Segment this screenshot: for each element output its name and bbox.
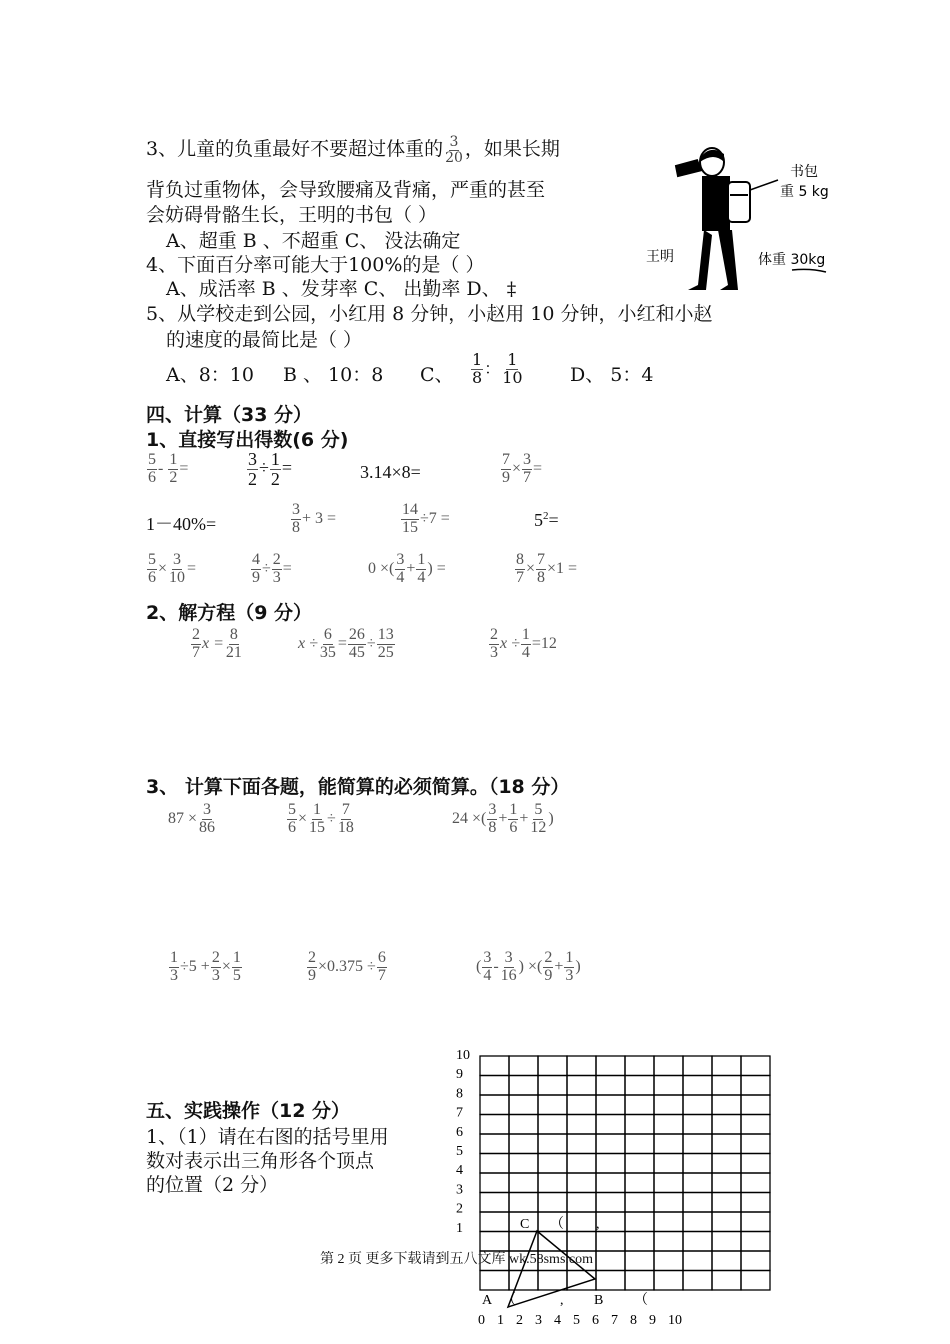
grid-cell (480, 1076, 509, 1096)
grid-cell (538, 1115, 567, 1135)
grid-cell (712, 1251, 741, 1271)
calc-2: $\frac{5}{6}$ × $\frac{1}{15}$ ÷ $\frac{7}{18}$ (288, 801, 354, 836)
grid-cell (625, 1134, 654, 1154)
grid-x-label: 5 (573, 1313, 580, 1328)
q5-option-c-ratio: $\frac{1}{8}$ ： $\frac{1}{10}$ (472, 350, 523, 387)
direct-r3-b: $\frac{4}{9}$ ÷ $\frac{2}{3}$ = (252, 551, 292, 586)
grid-cell (480, 1134, 509, 1154)
vertex-c-comma: , (596, 1217, 600, 1232)
direct-r3-c: 0 ×( $\frac{3}{4}$ + $\frac{1}{4}$ ) = (368, 551, 446, 586)
grid-cell (625, 1095, 654, 1115)
grid-x-label: 1 (497, 1313, 504, 1328)
grid-cell (741, 1193, 770, 1213)
grid-cell (596, 1271, 625, 1291)
grid-cell (654, 1095, 683, 1115)
section4-sub3: 3、 计算下面各题，能简算的必须简算。（18 分） (146, 776, 570, 798)
grid-cell (683, 1134, 712, 1154)
grid-cell (538, 1154, 567, 1174)
grid-cell (683, 1056, 712, 1076)
equation-1: $\frac{2}{7}$ x = $\frac{8}{21}$ (192, 626, 242, 661)
page-footer: 第 2 页 更多下载请到五八文库 wk.58sms.com (320, 1252, 593, 1267)
q3-line1: 3、儿童的负重最好不要超过体重的 $\frac{3}{20}$ ，如果长期 (146, 133, 560, 166)
direct-r3-a: $\frac{5}{6}$ × $\frac{3}{10}$ = (148, 551, 197, 586)
grid-cell (596, 1232, 625, 1252)
grid-cell (596, 1193, 625, 1213)
grid-cell (596, 1056, 625, 1076)
grid-cell (509, 1193, 538, 1213)
grid-cell (538, 1095, 567, 1115)
grid-cell (625, 1115, 654, 1135)
grid-cell (654, 1212, 683, 1232)
grid-x-label: 0 (478, 1313, 485, 1328)
grid-cell (683, 1232, 712, 1252)
grid-cell (712, 1232, 741, 1252)
direct-r2-c: $\frac{14}{15}$ ÷7 = (402, 501, 450, 536)
calc-1: 87 × $\frac{3}{86}$ (168, 801, 216, 836)
grid-x-label: 8 (630, 1313, 637, 1328)
section5-title: 五、实践操作（12 分） (146, 1100, 351, 1122)
grid-cell (596, 1251, 625, 1271)
grid-cell (654, 1115, 683, 1135)
grid-cell (654, 1271, 683, 1291)
coordinate-grid (450, 1044, 780, 1334)
grid-cell (509, 1095, 538, 1115)
direct-r1-a: $\frac{5}{6}$ - $\frac{1}{2}$ = (148, 451, 189, 486)
grid-cell (654, 1056, 683, 1076)
grid-cell (596, 1154, 625, 1174)
grid-cell (538, 1134, 567, 1154)
section4-title: 四、计算（33 分） (146, 404, 313, 426)
q3-fraction: $\frac{3}{20}$ (445, 133, 463, 166)
grid-x-label: 4 (554, 1313, 561, 1328)
grid-cell (509, 1173, 538, 1193)
grid-cell (712, 1056, 741, 1076)
grid-cell (625, 1076, 654, 1096)
name-label: 王明 (646, 249, 674, 265)
grid-x-label: 10 (668, 1313, 682, 1328)
grid-cell (712, 1115, 741, 1135)
grid-y-label: 1 (456, 1220, 463, 1236)
grid-cell (654, 1154, 683, 1174)
grid-cell (567, 1076, 596, 1096)
grid-y-labels (456, 1048, 470, 1236)
grid-y-label: 4 (456, 1163, 463, 1179)
grid-y-label: 5 (456, 1144, 463, 1159)
grid-cell (509, 1076, 538, 1096)
grid-cell (509, 1134, 538, 1154)
grid-cell (625, 1154, 654, 1174)
grid-cell (625, 1193, 654, 1213)
grid-cell (567, 1154, 596, 1174)
grid-cell (741, 1154, 770, 1174)
direct-r2-b: $\frac{3}{8}$ + 3 = (292, 501, 337, 536)
grid-cell (509, 1271, 538, 1291)
grid-cell (625, 1212, 654, 1232)
grid-cell (538, 1173, 567, 1193)
grid-cell (567, 1173, 596, 1193)
grid-cell (712, 1076, 741, 1096)
grid-cell (596, 1095, 625, 1115)
grid-cell (567, 1134, 596, 1154)
grid-y-label: 8 (456, 1086, 463, 1102)
grid-cell (567, 1212, 596, 1232)
grid-cell (741, 1271, 770, 1291)
vertex-label-c: C (520, 1217, 530, 1232)
grid-cell (480, 1212, 509, 1232)
grid-cell (567, 1056, 596, 1076)
grid-cell (509, 1154, 538, 1174)
grid-x-labels (478, 1313, 682, 1328)
q5-line2: 的速度的最简比是（ ） (166, 329, 363, 351)
grid-cell (480, 1173, 509, 1193)
grid-cell (480, 1115, 509, 1135)
bag-label-1: 书包 (790, 164, 818, 180)
direct-r1-c: 3.14×8= (360, 462, 421, 482)
grid-cell (683, 1193, 712, 1213)
direct-r2-a: 1－40%= (146, 514, 217, 534)
q5-option-c: C、 (420, 364, 454, 386)
vertex-label-a: A (482, 1293, 493, 1308)
grid-cell (654, 1076, 683, 1096)
grid-cell (625, 1232, 654, 1252)
vertex-a-comma: , (560, 1293, 564, 1308)
grid-cell (741, 1076, 770, 1096)
direct-r2-d: $5^2=$ (534, 510, 559, 530)
grid-cell (741, 1173, 770, 1193)
grid-cell (683, 1251, 712, 1271)
grid-x-label: 6 (592, 1313, 599, 1328)
grid-cell (741, 1251, 770, 1271)
grid-cell (480, 1193, 509, 1213)
grid-x-label: 7 (611, 1313, 618, 1328)
grid-cell (683, 1271, 712, 1291)
grid-cell (596, 1134, 625, 1154)
grid-cell (625, 1056, 654, 1076)
q5-option-d: D、 5：4 (570, 364, 654, 386)
grid-cell (741, 1056, 770, 1076)
grid-cell (625, 1251, 654, 1271)
grid-cell (596, 1212, 625, 1232)
section5-line2: 数对表示出三角形各个顶点 (146, 1150, 375, 1172)
grid-cell (538, 1056, 567, 1076)
grid-cell (741, 1232, 770, 1252)
section4-sub2: 2、解方程（9 分） (146, 602, 313, 624)
grid-cell (741, 1095, 770, 1115)
q4-options: A、成活率 B 、发芽率 C、 出勤率 D、 ‡ (166, 278, 517, 300)
grid-cell (712, 1212, 741, 1232)
calc-4: $\frac{1}{3}$ ÷5 + $\frac{2}{3}$ × $\frac{1}{5}$ (170, 949, 241, 984)
q3-line3: 会妨碍骨骼生长，王明的书包（ ） (146, 204, 438, 226)
grid-cell (625, 1173, 654, 1193)
grid-cell (683, 1076, 712, 1096)
weight-label: 体重 30kg (758, 252, 826, 268)
grid-y-label: 7 (456, 1105, 463, 1121)
grid-cell (654, 1134, 683, 1154)
grid-cell (596, 1115, 625, 1135)
grid-cell (509, 1056, 538, 1076)
grid-cell (480, 1056, 509, 1076)
vertex-label-b: B (594, 1293, 604, 1308)
grid-cell (712, 1134, 741, 1154)
grid-cell (480, 1154, 509, 1174)
grid-cell (683, 1173, 712, 1193)
q4-line1: 4、下面百分率可能大于100%的是（ ） (146, 254, 485, 276)
grid-cell (683, 1115, 712, 1135)
grid-cell (538, 1271, 567, 1291)
equation-3: $\frac{2}{3}$ x ÷ $\frac{1}{4}$ =12 (490, 626, 557, 661)
grid-cell (683, 1212, 712, 1232)
grid-y-label: 2 (456, 1201, 463, 1217)
grid-cell (654, 1251, 683, 1271)
bag-label-2: 重 5 kg (780, 184, 829, 200)
grid-y-label: 3 (456, 1182, 463, 1198)
vertex-c-paren[interactable]: （ (550, 1217, 564, 1232)
section4-sub1: 1、直接写出得数(6 分) (146, 429, 349, 451)
q5-option-a: A、8：10 (166, 364, 254, 386)
grid-cell (654, 1193, 683, 1213)
boy-with-backpack-image (640, 140, 840, 300)
grid-cell (683, 1154, 712, 1174)
grid-y-label: 9 (456, 1067, 463, 1083)
grid-cell (712, 1271, 741, 1291)
grid-cell (712, 1154, 741, 1174)
grid-cell (712, 1095, 741, 1115)
q5-option-b: B 、 10：8 (283, 364, 384, 386)
grid-cell (509, 1115, 538, 1135)
grid-y-label: 6 (456, 1124, 463, 1140)
direct-r1-d: $\frac{7}{9}$ × $\frac{3}{7}$ = (502, 451, 543, 486)
grid-x-label: 9 (649, 1313, 656, 1328)
grid-cell (480, 1271, 509, 1291)
vertex-a-paren[interactable]: （ (502, 1293, 516, 1308)
grid-x-label: 2 (516, 1313, 523, 1328)
calc-6: ( $\frac{3}{4}$ - $\frac{3}{16}$ ) ×( $\frac{2}{9}$ + $\frac{1}{3}$ ) (476, 949, 581, 984)
grid-cell (596, 1173, 625, 1193)
equation-2: x ÷ $\frac{6}{35}$ = $\frac{26}{45}$ ÷ $\frac{13}{25}$ (298, 626, 394, 661)
grid-cell (567, 1193, 596, 1213)
grid-cell (596, 1076, 625, 1096)
grid-cell (712, 1173, 741, 1193)
direct-r1-b: $\frac{3}{2}$ ÷ $\frac{1}{2}$ = (248, 449, 293, 489)
q3-line2: 背负过重物体，会导致腰痛及背痛，严重的甚至 (146, 179, 546, 201)
calc-3: 24 ×( $\frac{3}{8}$ + $\frac{1}{6}$ + $\frac{5}{12}$ ) (452, 801, 554, 836)
grid-cell (683, 1095, 712, 1115)
grid-cell (567, 1095, 596, 1115)
grid-cell (654, 1232, 683, 1252)
grid-cell (625, 1271, 654, 1291)
grid-cell (654, 1173, 683, 1193)
grid-cell (538, 1076, 567, 1096)
grid-cell (538, 1193, 567, 1213)
grid-cell (567, 1115, 596, 1135)
grid-cell (480, 1095, 509, 1115)
q5-line1: 5、从学校走到公园，小红用 8 分钟，小赵用 10 分钟，小红和小赵 (146, 303, 713, 325)
triangle (508, 1231, 595, 1307)
grid-y-label: 10 (456, 1048, 470, 1063)
calc-5: $\frac{2}{9}$ ×0.375 ÷ $\frac{6}{7}$ (308, 949, 386, 984)
direct-r3-d: $\frac{8}{7}$ × $\frac{7}{8}$ ×1 = (516, 551, 578, 586)
grid-cell (741, 1134, 770, 1154)
section5-line3: 的位置（2 分） (146, 1174, 279, 1196)
vertex-b-paren[interactable]: （ (634, 1293, 648, 1308)
grid-cell (741, 1212, 770, 1232)
grid-cell (712, 1193, 741, 1213)
grid-x-label: 3 (535, 1313, 542, 1328)
q3-options: A、超重 B 、不超重 C、 没法确定 (166, 230, 461, 252)
section5-line1: 1、（1）请在右图的括号里用 (146, 1126, 389, 1148)
grid-cell (741, 1115, 770, 1135)
